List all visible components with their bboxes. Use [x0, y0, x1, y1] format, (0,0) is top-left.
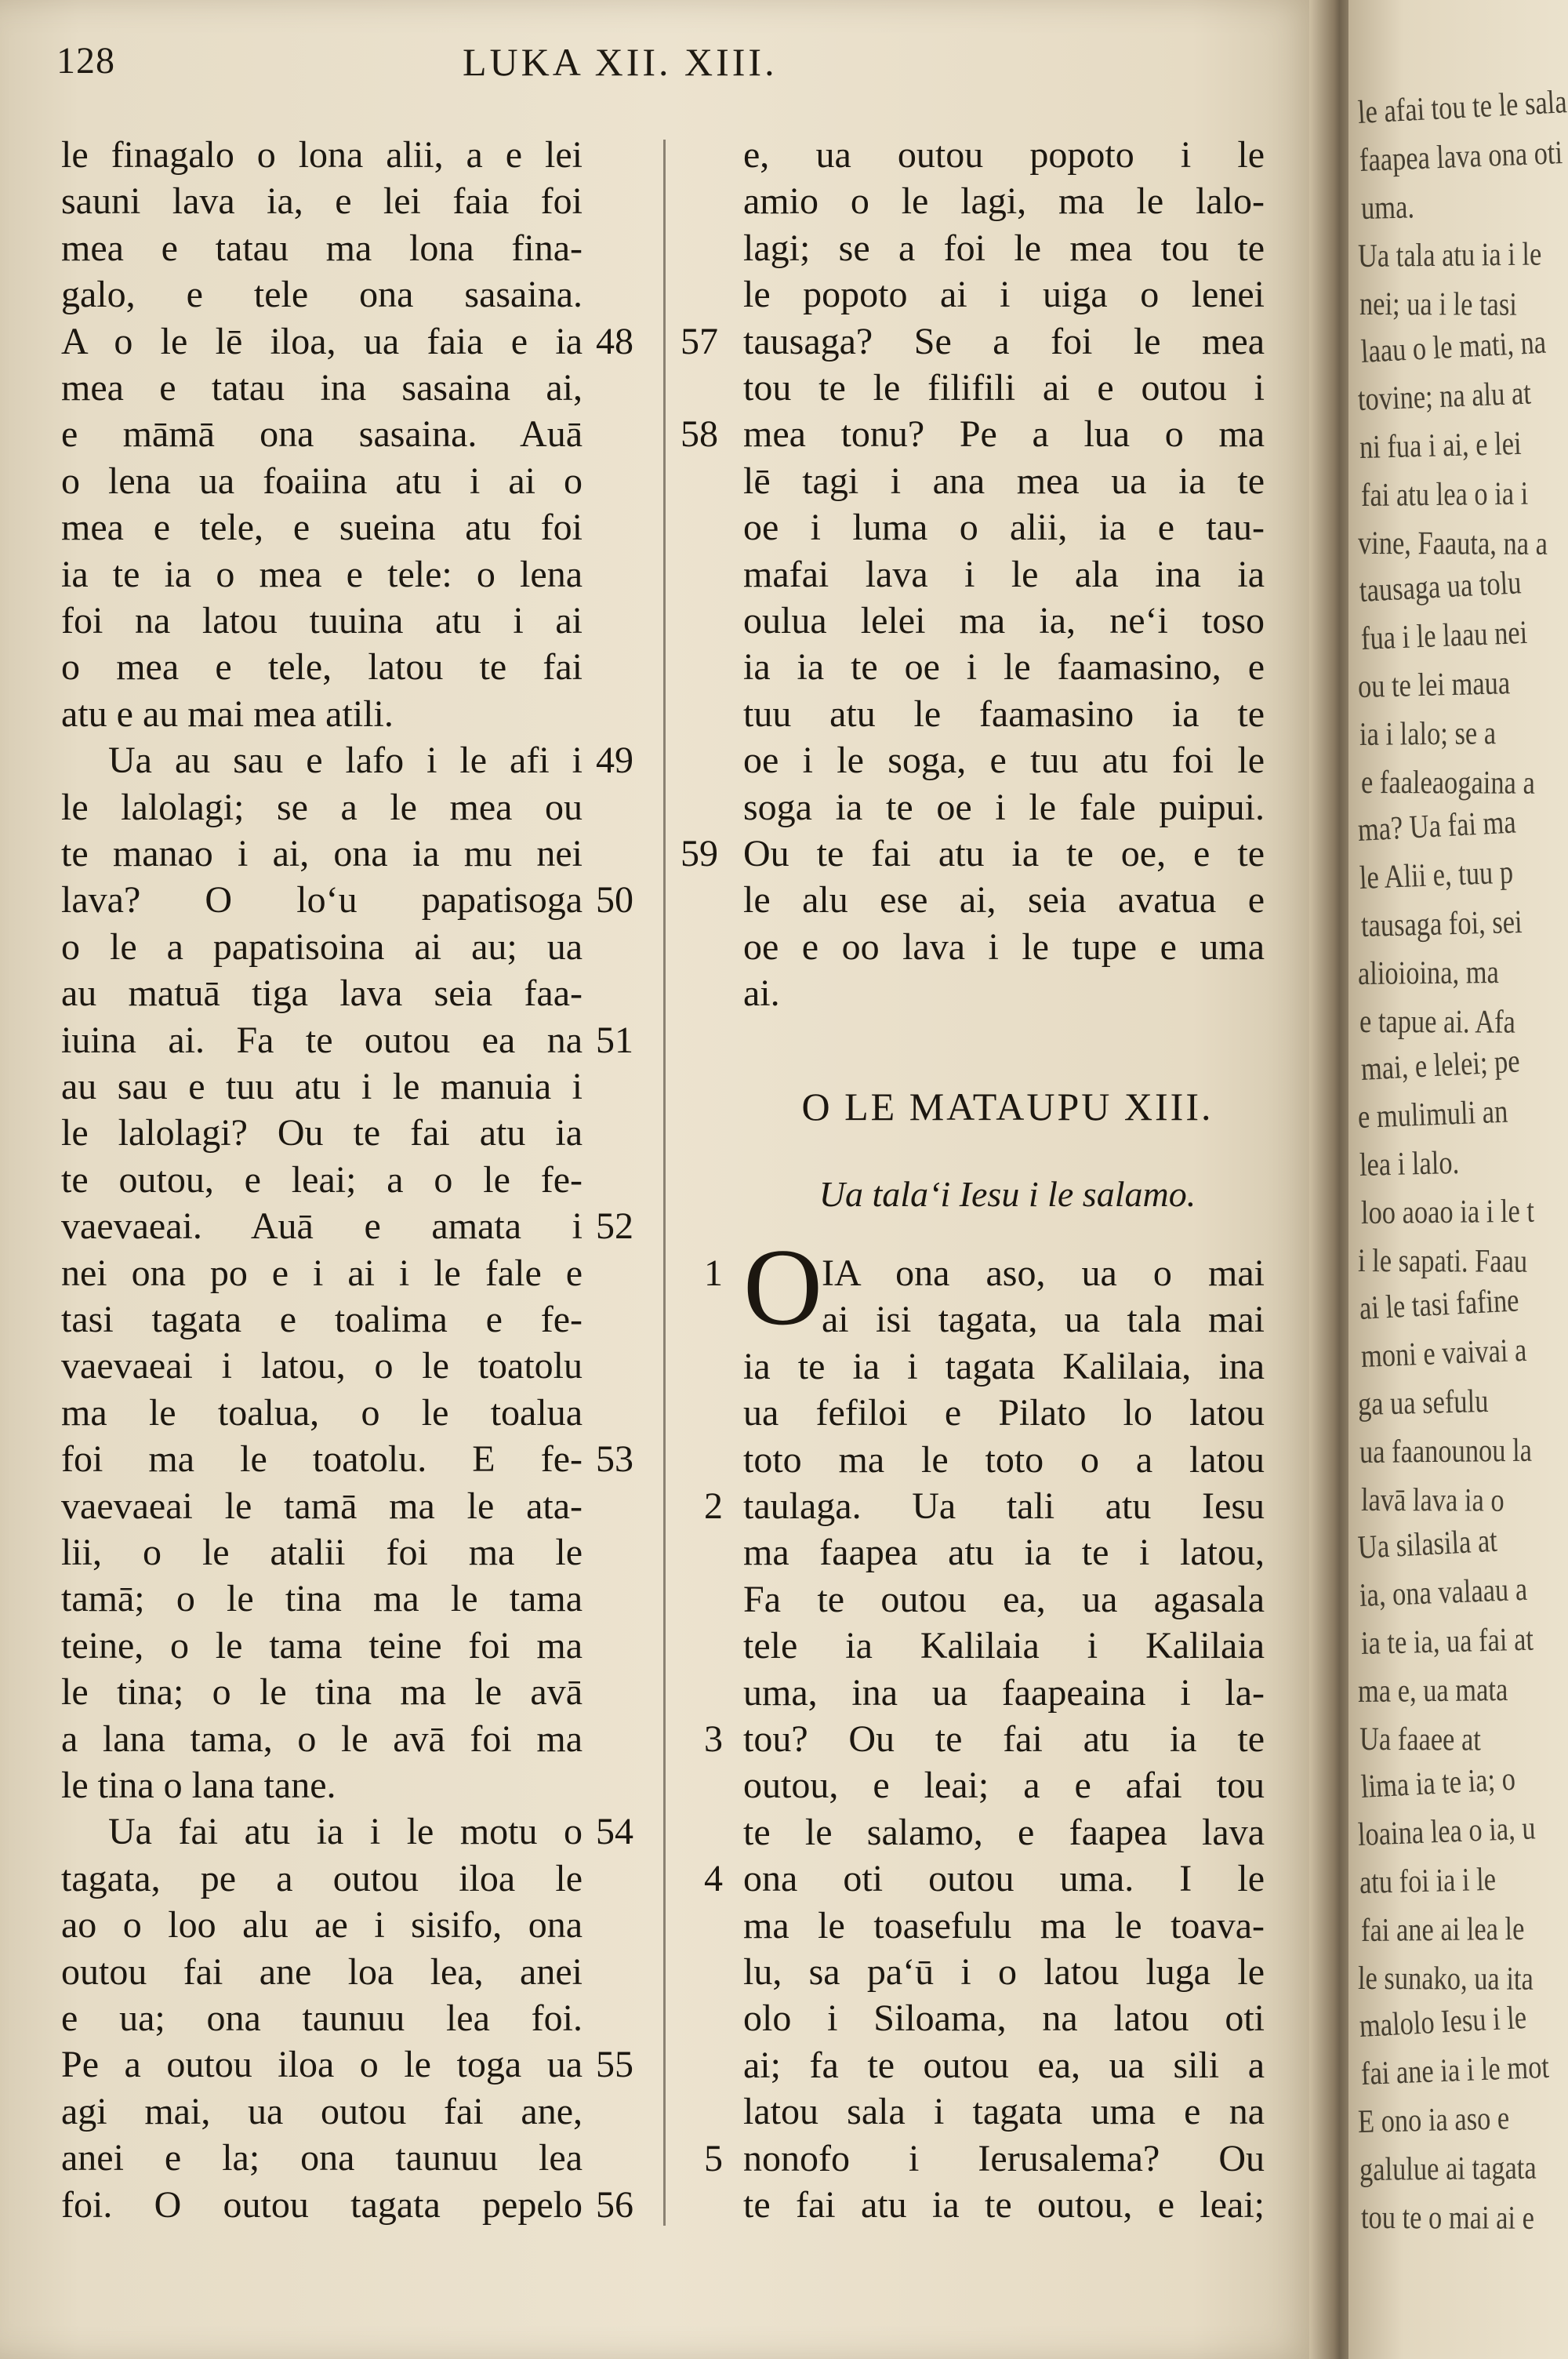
text-line: ia te ia o mea e tele: o lena	[61, 553, 583, 595]
text-line: anei e la; ona taunuu lea	[61, 2137, 583, 2179]
text-line: ua fefiloi e Pilato lo latou	[743, 1392, 1265, 1434]
text-line: soga ia te oe i le fale puipui.	[743, 786, 1265, 828]
text-line: te manao i ai, ona ia mu nei	[61, 833, 583, 874]
text-line: ai; fa te outou ea, ua sili a	[743, 2044, 1265, 2086]
text-line: le popoto ai i uiga o lenei	[743, 274, 1265, 316]
next-page-text-fragment: Ua silasila at	[1356, 1522, 1498, 1566]
text-line: lē tagi i ana mea ua ia te	[743, 460, 1265, 502]
text-line: taulaga. Ua tali atu Iesu	[743, 1485, 1265, 1527]
drop-cap: O	[743, 1227, 823, 1348]
text-line: galo, e tele ona sasaina.	[61, 274, 583, 316]
verse-number: 53	[596, 1438, 633, 1481]
next-page-text-fragment: ma e, ua mata	[1357, 1671, 1508, 1710]
next-page-text-fragment: uma.	[1360, 189, 1415, 227]
text-line: foi. O outou tagata pepelo	[61, 2183, 583, 2226]
running-title: LUKA XII. XIII.	[463, 40, 778, 84]
text-line: foi na latou tuuina atu i ai	[61, 600, 583, 642]
verse-number: 51	[596, 1019, 633, 1061]
text-line: iuina ai. Fa te outou ea na	[61, 1019, 583, 1061]
text-line: au matuā tiga lava seia faa-	[61, 972, 583, 1015]
text-line: te le salamo, e faapea lava	[743, 1811, 1265, 1853]
text-line: ia te ia i tagata Kalilaia, ina	[743, 1345, 1265, 1387]
next-page-text-fragment: ua faanounou la	[1359, 1432, 1533, 1470]
next-page-text-fragment: tovine; na alu at	[1357, 375, 1532, 418]
text-line: sauni lava ia, e lei faia foi	[61, 180, 583, 223]
text-line: lu, sa paʻū i o latou luga le	[743, 1951, 1265, 1993]
next-page-text-fragment: fai ane ia i le mot	[1360, 2048, 1550, 2092]
text-line: tausaga? Se a foi le mea	[743, 320, 1265, 362]
next-page-text-fragment: le sunako, ua ita	[1357, 1961, 1534, 1997]
next-page-text-fragment: le afai tou te le sala	[1356, 84, 1568, 131]
text-line: au sau e tuu atu i le manuia i	[61, 1066, 583, 1107]
next-page-text-fragment: Ua faaee at	[1359, 1721, 1481, 1758]
verse-number: 57	[681, 320, 718, 362]
verse-number: 2	[704, 1485, 723, 1527]
text-line: oe e oo lava i le tupe e uma	[743, 925, 1265, 968]
verse-number: 50	[596, 879, 633, 921]
next-page-text-fragment: galulue ai tagata	[1359, 2150, 1537, 2188]
text-line: teine, o le tama teine foi ma	[61, 1624, 583, 1667]
text-line: lava? O loʻu papatisoga	[61, 879, 583, 921]
text-line: ia ia te oe i le faamasino, e	[743, 646, 1265, 689]
next-page-text-fragment: ou te lei maua	[1357, 665, 1511, 705]
text-line: vaevaeai i latou, o le toatolu	[61, 1345, 583, 1387]
text-line: mea e tatau ina sasaina ai,	[61, 367, 583, 409]
next-page-text-fragment: e tapue ai. Afa	[1359, 1004, 1515, 1041]
next-page-text-fragment: malolo Iesu i le	[1358, 1999, 1528, 2045]
text-line: le tina; o le tina ma le avā	[61, 1671, 583, 1714]
verse-number: 54	[596, 1811, 633, 1853]
next-page-text-fragment: ia, ona valaau a	[1359, 1571, 1528, 1614]
text-line: ma le toasefulu ma le toava-	[743, 1904, 1265, 1946]
text-line: agi mai, ua outou fai ane,	[61, 2090, 583, 2132]
text-line: amio o le lagi, ma le lalo-	[743, 180, 1265, 223]
text-line: mafai lava i le ala ina ia	[743, 553, 1265, 595]
text-line: Fa te outou ea, ua agasala	[743, 1578, 1265, 1620]
text-line: te outou, e leai; a o le fe-	[61, 1158, 583, 1201]
verse-number: 59	[681, 833, 718, 874]
next-page-text-fragment: laau o le mati, na	[1359, 324, 1548, 370]
next-page-text-fragment: tausaga foi, sei	[1360, 903, 1523, 944]
next-page-text-fragment: vine, Faauta, na a	[1357, 525, 1548, 562]
text-line: o lena ua foaiina atu i ai o	[61, 460, 583, 502]
text-line: outou fai ane loa lea, anei	[61, 1950, 583, 1993]
text-line: e ua; ona taunuu lea foi.	[61, 1997, 583, 2039]
verse-number: 58	[681, 413, 718, 456]
text-line: tou? Ou te fai atu ia te	[743, 1718, 1265, 1760]
text-line: tou te le filifili ai e outou i	[743, 367, 1265, 409]
next-page-text-fragment: e mulimuli an	[1357, 1093, 1509, 1136]
text-line: mea e tatau ma lona fina-	[61, 227, 583, 269]
verse-number: 56	[596, 2183, 633, 2226]
next-page-text-fragment: faapea lava ona oti	[1359, 135, 1563, 179]
text-line: ona oti outou uma. I le	[743, 1858, 1265, 1900]
next-page-text-fragment: tou te o mai ai e	[1360, 2200, 1535, 2237]
text-line: nei ona po e i ai i le fale e	[61, 1252, 583, 1294]
text-line: mea tonu? Pe a lua o ma	[743, 413, 1265, 456]
verse-number: 52	[596, 1205, 633, 1248]
text-line: outou, e leai; a e afai tou	[743, 1765, 1265, 1807]
text-line: vaevaeai le tamā ma le ata-	[61, 1485, 583, 1527]
verse-number: 5	[704, 2137, 723, 2179]
chapter-subtitle: Ua talaʻi Iesu i le salamo.	[818, 1174, 1196, 1214]
text-line: tele ia Kalilaia i Kalilaia	[743, 1625, 1265, 1667]
text-line: Ua fai atu ia i le motu o	[108, 1811, 583, 1853]
text-line: Pe a outou iloa o le toga ua	[61, 2044, 583, 2086]
text-line: le lalolagi? Ou te fai atu ia	[61, 1112, 583, 1154]
next-page-text-fragment: loaina lea o ia, u	[1357, 1810, 1537, 1853]
text-line: tagata, pe a outou iloa le	[61, 1857, 583, 1899]
text-line: oe i le soga, e tuu atu foi le	[743, 740, 1265, 782]
next-page-text-fragment: i le sapati. Faau	[1357, 1243, 1528, 1280]
next-page-text-fragment: ma? Ua fai ma	[1356, 804, 1517, 849]
text-line: ao o loo alu ae i sisifo, ona	[61, 1904, 583, 1946]
text-line: o mea e tele, latou te fai	[61, 646, 583, 689]
next-page-text-fragment: ia te ia, ua fai at	[1360, 1621, 1534, 1662]
text-line: le tina o lana tane.	[61, 1765, 336, 1806]
text-line: te fai atu ia te outou, e leai;	[743, 2184, 1265, 2226]
text-line: toto ma le toto o a latou	[743, 1438, 1265, 1481]
text-line: ai.	[743, 972, 780, 1015]
column-rule	[663, 140, 666, 2226]
text-line: oe i luma o alii, ia e tau-	[743, 507, 1265, 549]
text-line: ma le toalua, o le toalua	[61, 1391, 583, 1434]
text-line: e, ua outou popoto i le	[743, 134, 1265, 176]
text-line: lii, o le atalii foi ma le	[61, 1532, 583, 1573]
next-page-text-fragment: mai, e lelei; pe	[1359, 1043, 1521, 1088]
next-page-text-fragment: ia i lalo; se a	[1359, 715, 1497, 753]
text-line: mea e tele, e sueina atu foi	[61, 507, 583, 549]
verse-number: 3	[704, 1718, 723, 1760]
next-page-text-fragment: fua i le laau nei	[1360, 614, 1529, 657]
text-line: lagi; se a foi le mea tou te	[743, 227, 1265, 269]
verse-number: 48	[596, 320, 633, 362]
next-page-text-fragment: alioioina, ma	[1357, 954, 1500, 992]
text-line: tuu atu le faamasino ia te	[743, 692, 1265, 735]
next-page-text-fragment: lavā lava ia o	[1360, 1482, 1504, 1519]
verse-number: 49	[596, 740, 633, 782]
text-line: ma faapea atu ia te i latou,	[743, 1532, 1265, 1574]
text-line: IA ona aso, ua o mai	[822, 1252, 1265, 1294]
next-page-text-fragment: tausaga ua tolu	[1358, 565, 1523, 609]
next-page-text-fragment: ai le tasi fafine	[1358, 1282, 1520, 1327]
verse-number: 55	[596, 2044, 633, 2086]
text-line: Ou te fai atu ia te oe, e te	[743, 833, 1265, 874]
text-line: le finagalo o lona alii, a e lei	[61, 134, 583, 176]
page-number: 128	[56, 40, 115, 82]
next-page-text-fragment: ni fua i ai, e lei	[1359, 425, 1523, 466]
text-line: le lalolagi; se a le mea ou	[61, 786, 583, 828]
next-page-text-fragment: atu foi ia i le	[1359, 1861, 1497, 1901]
next-page-text-fragment: fai atu lea o ia i	[1360, 475, 1529, 514]
next-page-text-fragment: lea i lalo.	[1359, 1144, 1460, 1183]
next-page-text-fragment: loo aoao ia i le t	[1360, 1193, 1535, 1231]
next-page-text-fragment: moni e vaivai a	[1360, 1332, 1528, 1375]
chapter-heading: O LE MATAUPU XIII.	[801, 1085, 1214, 1129]
text-line: tamā; o le tina ma le tama	[61, 1578, 583, 1620]
verse-number: 1	[704, 1252, 723, 1294]
text-line: ai isi tagata, ua tala mai	[822, 1299, 1265, 1341]
text-line: latou sala i tagata uma e na	[743, 2091, 1265, 2133]
text-line: nonofo i Ierusalema? Ou	[743, 2137, 1265, 2179]
next-page-text-fragment: fai ane ai lea le	[1360, 1910, 1525, 1949]
next-page-text-fragment: e faaleaogaina a	[1360, 765, 1535, 801]
text-line: olo i Siloama, na latou oti	[743, 1997, 1265, 2040]
text-line: oulua lelei ma ia, neʻi toso	[743, 600, 1265, 642]
text-line: vaevaeai. Auā e amata i	[61, 1205, 583, 1248]
next-page-text-fragment: nei; ua i le tasi	[1359, 286, 1517, 323]
running-head	[0, 39, 1325, 86]
text-line: uma, ina ua faapeaina i la-	[743, 1671, 1265, 1714]
next-page-edge	[1348, 0, 1568, 2359]
text-line: a lana tama, o le avā foi ma	[61, 1717, 583, 1760]
text-line: Ua au sau e lafo i le afi i	[108, 740, 583, 782]
text-line: o le a papatisoina ai au; ua	[61, 925, 583, 968]
next-page-text-fragment: le Alii e, tuu p	[1359, 854, 1514, 896]
text-line: A o le lē iloa, ua faia e ia	[61, 320, 583, 362]
next-page-text-fragment: E ono ia aso e	[1357, 2100, 1510, 2140]
next-page-text-fragment: Ua tala atu ia i le	[1357, 236, 1542, 274]
text-line: atu e au mai mea atili.	[61, 692, 394, 735]
verse-number: 4	[704, 1858, 723, 1900]
text-line: tasi tagata e toalima e fe-	[61, 1299, 583, 1340]
text-line: le alu ese ai, seia avatua e	[743, 879, 1265, 921]
next-page-text-fragment: ga ua sefulu	[1357, 1383, 1489, 1423]
text-line: foi ma le toatolu. E fe-	[61, 1438, 583, 1481]
next-page-text-fragment: lima ia te ia; o	[1359, 1761, 1516, 1805]
text-line: e māmā ona sasaina. Auā	[61, 413, 583, 456]
